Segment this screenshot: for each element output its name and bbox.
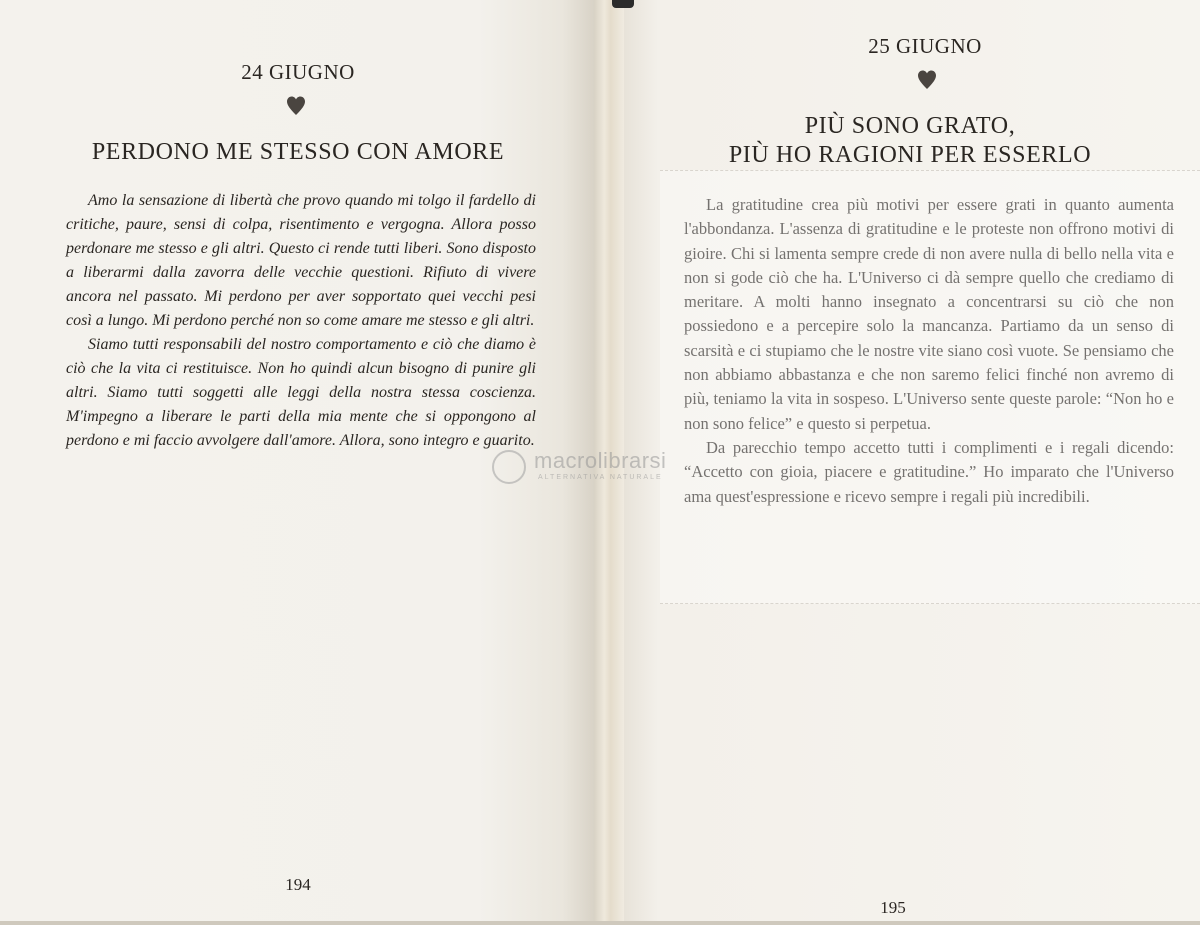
pasted-paper-area <box>660 170 1200 604</box>
left-page-title: PERDONO ME STESSO CON AMORE <box>91 139 505 165</box>
left-paragraph-2: Siamo tutti responsabili del nostro comportamento e ciò che diamo è ciò che la vita ci restituisce. Non ho quindi alcun bisogno di punire gli altri. Siamo tutti soggetti alle leggi della nostra stessa coscienza. M'impegno a liberare le parti della mia mente che si oppongono al perdono e mi faccio avvolgere dall'amore. Allora, sono integro e guarito. <box>66 336 536 449</box>
page-bottom-edge <box>0 921 1200 925</box>
spine-bookmark <box>612 0 634 8</box>
watermark-tagline: ALTERNATIVA NATURALE <box>538 474 663 481</box>
heart-icon <box>287 96 305 116</box>
right-paragraph-1: La gratitudine crea più motivi per essere grati in quanto aumenta l'abbondanza. L'assenza di gratitudine e le proteste non offrono motivi di gioire. Chi si lamenta sempre crede di non avere nulla di bello nella vita e non si gode ciò che ha. L'Universo ci dà sempre quello che crediamo di meritare. A molti hanno insegnato a concentrarsi su ciò che non possiedono e a percepire solo la mancanza. Partiamo da un senso di scarsità e ci stupiamo che le nostre vite siano così vuote. Se pensiamo che non abbiamo abbastanza e che non saremo felici finché non avremo di più, teniamo la vita in sospeso. L'Universo sente queste parole: “Non ho e non sono felice” e questo si perpetua. <box>684 195 1174 433</box>
right-paragraph-2: Da parecchio tempo accetto tutti i complimenti e i regali dicendo: “Accetto con gioia, piacere e gratitudine.” Ho imparato che l'Universo ama quest'espressione e ricevo sempre i regali più incredibili. <box>684 437 1174 506</box>
watermark-name: macrolibrarsi <box>534 448 667 473</box>
right-title-line-1: PIÙ SONO GRATO, <box>804 113 1016 139</box>
right-title-line-2: PIÙ HO RAGIONI PER ESSERLO <box>728 142 1092 168</box>
watermark-logo <box>492 450 526 484</box>
right-page-number: 195 <box>880 898 906 917</box>
right-page-title <box>680 112 1140 170</box>
left-page-body <box>66 189 536 453</box>
left-page-number: 194 <box>285 875 311 894</box>
watermark <box>492 444 732 488</box>
heart-icon <box>918 70 936 90</box>
right-page-date: 25 GIUGNO <box>868 34 982 58</box>
left-page-date: 24 GIUGNO <box>241 60 355 84</box>
left-paragraph-1: Amo la sensazione di libertà che provo quando mi tolgo il fardello di critiche, paure, sensi di colpa, risentimento e vergogna. Allora posso perdonare me stesso e gli altri. Questo ci rende tutti liberi. Sono disposto a liberarmi dalla zavorra delle vecchie questioni. Rifiuto di vivere ancora nel passato. Mi perdono per aver sopportato quei vecchi pesi così a lungo. Mi perdono perché non so come amare me stesso e gli altri. <box>66 192 536 329</box>
